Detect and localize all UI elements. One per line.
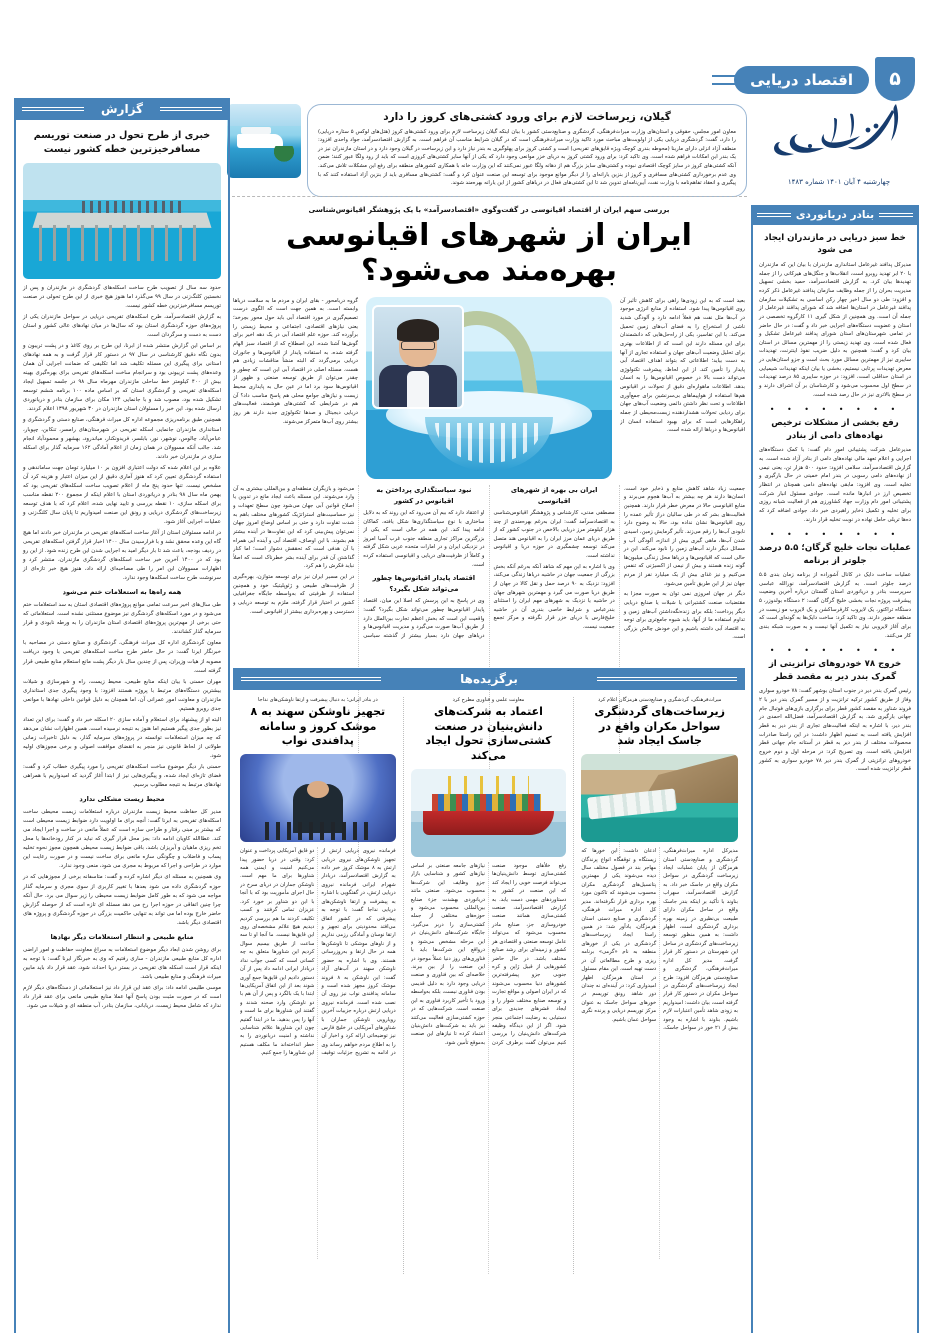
- highlight-card-navy[interactable]: [233, 697, 404, 1274]
- main-article-paragraph: مصطفی مدنی، کارشناس و پژوهشگر اقیانوس‌شناسی به اقتصادسرآمد گفت: ایران به‌رغم بهره‌مندی از چند هزار کیلومتر مرز دریایی بالاخص در جنوب کشور که از طریق دریای عمان مرز ایران را به اقیانوس هند متصل می‌کند توسعه چشمگیری در حوزه دریا و اقیانوس نداشته است.: [493, 509, 615, 560]
- header-rule-left: [757, 213, 791, 217]
- lead-story-photo: [227, 104, 301, 178]
- report-paragraph: معاون گردشگری اداره کل میراث فرهنگی، گردشگری و صنایع دستی در مصاحبه با خبرنگار ایرنا گفت: در حال حاضر طرح ساخت اسکله‌های تفریحی با وجود دریافت مصوبه از هیات وزیران، پس از چندین سال بار دیگر پشت مانع استعلام منابع طبیعی قرار گرفته است.: [23, 640, 221, 674]
- highlight-body: مدیرکل اداره میراث‌فرهنگی، گردشگری و صنایع‌دستی استان هرمزگان از پایان عملیات ایجاد زیرساخت گردشگری در سواحل مکران واقع در جاسک خبر داد. به گزارش اقتصادسرآمد، سهراب بناوند با تأکید بر اینکه بندر جاسک واقع در ساحل مکران دارای طبیعت بی‌نظیری در زمینه بهره برداری گردشگری است، اظهار داشت: به همین منظور توسعه زیرساخت‌های گردشگری در ساحل این شهرستان در دستور کار قرار گرفت. مدیر کل اداره میراث‌فرهنگی، گردشگری و صنایع‌دستی هرمزگان افزود: طرح ایجاد زیرساخت‌های گردشگری در سواحل مکران در دستور کار قرار گرفته است، بیان داشت: امیدواریم به زودی شاهد تأمین اعتبارات لازم باشیم. بناوند با اشاره به وجود بیش از ۲۱ خور در سواحل جاسک، اذعان داشت: این خورها که زیستگاه و توقفگاه انواع پرندگان مهاجر بند در فصول مختلف سال دیده می‌شوند یکی از مهمترین پتانسیل‌های گردشگری مکران محسوب می‌شوند که تاکنون مورد بهره برداری قرار نگرفته‌اند. مدیر کل اداره میراث فرهنگی، گردشگری و صنایع دستی استان هرمزگان، یادآور شد: در همین راستا ایجاد زیرساخت‌های گردشگری در یکی از خورهای منطقه به نام «گرمی» برنامه ریزی و طرح مطالعاتی آن در دست تهیه است. این مقام مسئول در استان هرمزگان، اظهار امیدواری کرد: در آینده‌ای نه چندان دور شاهد رونق توریسم در خورهای سواحل جاسک به عنوان مرکز توریسم دریایی و پرنده نگری سواحل عمان باشیم.: [581, 848, 738, 1032]
- sidebar-item-title: عملیات نجات خلیج گرگان؛ ۵.۵ درصد جلوتر از برنامه: [759, 543, 911, 566]
- report-paragraph: حدود سه سال از تصویب طرح ساخت اسکله‌های گردشگری در مازندران و پس از نخستین کلنگ‌زنی در سال ۹۹ می‌گذرد اما هنوز هیچ خبری از این طرح تحولی در صنعت توریسم مسافرخیزترین خطه کشور نیست.: [23, 284, 221, 309]
- issue-date-line: چهارشنبه ۴ آبان ۱۴۰۱ شماره ۱۴۸۳: [787, 178, 891, 186]
- interviewee-portrait: [372, 305, 464, 409]
- sidebar-item-3: [759, 658, 911, 773]
- report-subheading: منابع طبیعی و انتظار استعلامات دیگر نهادها: [50, 932, 194, 941]
- newspaper-logo: [759, 96, 919, 186]
- main-article-paragraph: او اعتقاد دارد که بیم آن می‌رود که این روند که به دلایل ساختاری با نوع سیاستگذاری‌ها شکل یافته، کماکان ادامه پیدا کند. این همه در حالی است که یکی از بزرگترین مراکز تجاری منطقه جنوب غرب آسیا امروز در نزدیکی ایران و در امارات متحده عربی شکل گرفته و کاملاً از ظرفیت‌های دریایی و اقیانوسی استفاده کرده است.: [363, 509, 485, 568]
- highlight-kicker: معاونت علمی و فناوری مطرح کرد: [452, 697, 525, 703]
- report-card: [14, 120, 230, 1333]
- report-title: خبری از طرح تحول در صنعت توریسم مسافرخیزترین خطه کشور نیست: [33, 130, 211, 155]
- sidebar-item-body: مدیرعامل شرکت پشتیبانی امور دام گفت: با کمک دستگاه‌های اجرایی و اعلام تعهد مالی نهاده‌های دامی از بنادر آزاد شده است. به گزارش اقتصادسرآمد، سلامی افزود: حدود ۵۰۰ هزار تن، یعنی نیمی از نهاده‌های دامی رسوبی در بندر امام خمینی در حال بارگیری و تخلیه است. وی افزود: مابقی نهاده‌های دامی همچنان در انتظار تخصیص ارز در انبارها مانده است. جوادی مسئول انبار شرکت پشتیبانی امور دام وزارت جهاد کشاورزی هم از فعالیت شبانه روزی برای تخلیه و تکمیل ذخایر راهبردی خبر داد. جوادی اضافه کرد که ده‌ها تریلی حامل نهاده در نوبت تخلیه قرار دارند.: [759, 447, 911, 523]
- sidebar-item-body: رئیس گمرک بندر دیر در جنوب استان بوشهر گفت: ۷۸ خودرو سواری وفاز از طریق کشور ترکیه ترانزیت و از مسیر گمرک بندر دیر با ۲ فروند شناور به مقصد کشور قطر برای برگزاری بازی‌های فوتبال جام جهانی بارگیری شد. به گزارش اقتصادسرآمد، فضل‌الله احمدی در بندر دیر، با اشاره به اینکه فعالیت‌های تجاری از بندر دیر به قطر افزایش یافته است به تسنیم اظهار داشت: در این راستا صادرات محصولات مختلف از بندر دیر به قطر در آستانه جام جهانی قطر افزایش یافته است. وی تصریح کرد: در مرحله اول و دوم خروج خودروهای ترانزیتی از گمرک بندر دیر ۷۸ خودرو سواری به کشور قطر ترانزیت شده است.: [759, 688, 911, 773]
- sidebar-item-title: خروج ۷۸ خودروهای ترانزیتی از گمرک بندر دیر به مقصد قطر: [768, 659, 902, 682]
- sidebar-item-2: [759, 542, 911, 640]
- report-paragraph: در ادامه مسئولان استان از آغاز ساخت اسکله‌های تفریحی در مازندران خبر دادند اما هیچ گاه این وعده محقق نشد و با فرارسیدن سال ۱۴۰۰ اخبار قرار گرفتن اسکله‌های تفریحی در ردیف بودجه، باعث شد تا بار دیگر امید به اجرایی شدن این طرح زنده شود. از این رو بود که در ۱۴۰۰ آخرین خبر ساخت اسکله‌های گردشگری مازندران، منتشر کرد و اظهارات مسوولان این امر را طی مصاحبه‌ای ارائه داد، هنوز هیچ خبر تازه‌ای از سرنوشت طرح ساخت اسکله‌ها وجود ندارد.: [23, 530, 221, 582]
- report-paragraph: بر اساس این گزارش منتشر شده از ابرنا، این طرح بر روی کاغذ و در پشت تریبون و بدون نگاه دقیق کارشناسی در سال ۹۷ در دستور کار قرار گرفت و به همه نهادهای استانی برای پیگیری این مسئله تکلیف شد اما تکلیفی که ضمانت اجرایی آن همان وعده‌های پشت تریبونی بود و سرانجام ساخت اسکله‌های تفریحی برای بهره‌گیری بهینه بیش از ۴۰۰ کیلومتر خط ساحلی مازندران مهرماه سال ۹۸ در جلسه تسهیل ایجاد اسکله‌های تفریحی و گردشگری استان که بر اساس ماده ۱۰۰ برنامه ششم توسعه تشکیل شده بود، مصوب شد و با جانمایی ۱۲۴ مکان برای سازمان بنادر و دریانوردی ارسال شده بود. این خبر را مسئولان استان مازندران در ۳۰ شهریور ۱۳۹۸ اعلام کردند.: [23, 343, 221, 413]
- report-paragraph: همچنین طبق برنامه‌ریزی مجموعه اداره کل میراث فرهنگی، صنایع دستی و گردشگری و استانداری مازندران جانمایی اسکله تفریحی در شهرستان‌های رامسر، تنکابن، چپوبار، عباس‌آباد، چالوس، نوشهر، نور، بابلسر، فریدونکنار، میاندرود، بهشهر و محمودآباد انجام شد. جالب آنکه مسوولان در همان زمان از اعلام آمادگی ۱۶۲ سرمایه گذار برای اسکله سازی در مازندران خبر دادند.: [23, 417, 221, 460]
- sidebar-item-1: [759, 417, 911, 524]
- header-rule-right: [160, 107, 222, 111]
- report-section-header: [14, 98, 230, 120]
- sidebar-item-0: [759, 232, 911, 399]
- highlight-title: اعتماد به شرکت‌های دانش‌بنیان در صنعت کشتی‌سازی تحول ایجاد می‌کند: [425, 705, 552, 763]
- dot-divider: • • • • • • • •: [769, 646, 901, 656]
- highlight-photo-container-ship: [411, 769, 567, 857]
- highlight-title: تجهیز ناوشکن سهند به ۸ موشک کروز و سامانه پدافندی نواب: [250, 705, 386, 748]
- header-rule-right: [597, 677, 737, 681]
- report-paragraph: وی همچنین به مسئله ای دیگر اشاره کرده و گفت: متاسفانه برخی از مجوزهایی که در حوزه گردشگری داده می شود بعدها با تغییر کاربری از سوی مجری و سرمایه گذار مواجه می شود که به طور کامل ضوابط زیست محیطی را زیر سوال می برد. حال آنکه چرا چنین اتفاقی در حوزه اجرا رخ می دهد مسئله ای تازه است که از حوصله گزارش حاضر خارج بوده اما می تواند به تنهایی حاکمیت بزرگی در حوزه گردشگری و پروژه های اقتصادی دیگر باشد.: [23, 874, 221, 926]
- highlight-body: فرمانده نیروی دریایی ارتش از تجهیز ناوشکن‌های نیروی دریایی ارتش به ۸ موشک کروز خبر داده به گزارش اقتصادسرآمد، دریادار شهرام ایرانی فرمانده نیروی دریایی ارتش، در گفتگویی با اشاره به پیشرفت و ارتقا ناوشکن‌های دریایی نداجا گفت: با توجه به پیشرفتی که در کشور اتفاق می‌افتد محدودیتی برای تجهیز و ارتقا نوسان و آمادگی رزمی نداریم و از ناوهای موشکی تا ناوشکن‌ها همه در حال ارتقا و به‌روزرسانی هستند. وی با اشاره به حضور ناوشکن سهند در آب‌های آزاد گفت: این ناوشکن به ۸ فروند موشک کروز مجهز شده است و سامانه پدافندی نواب نیز روی آن نصب شده است. فرمانده نیروی دریایی ارتش درباره جزییات آخرین رویارویی ناوشکن جماران با شناورهای آمریکایی در خلیج فارس نیز توضیحاتی ارائه کرد و اخبار آن را به اطلاع مردم خواهم رساند وی در ادامه به تشریح جزئیات توقیف دو قایق آمریکایی پرداخت و عنوان کرد: وقتی در دریا حضور پیدا می‌کنیم امنیت و ایمنی همه شناورها برای ما مهم است. ناوشکن جماران در دریای سرخ در حال اجرای مأموریت بود که با آنجا با این دو شناور بر خورد کرد. عزیزان تماس گرفتند و کسب تکلیف کردند ما هم بررسی کردیم دیدیم هیچ علائم مشخصه‌ای روی این قایق‌ها نیست. ما آنجا او تا سه ساعت از طریق بیسیم سوال کردیم این شناورها متعلق به چه کسانی است که کسی جواب نداد دریادار ایرانی ادامه داد پس از آن دستور دادیم این قایق‌ها جمع آوری شوند بعد از این اتفاق آمریکایی‌ها ابتدا با یک بالگرد و پس از آن هم با دو ناوشکن وارد صحنه شدند و گفتند این شناورها برای ما است و آنها را پس بدهید. ما در ابتدا گفتیم چون این شناورها علائم شناسایی نداشته و امنیت دریانوردی را به خطر انداخته‌اند ما مکلف هستیم این شناورها را جمع کنیم.: [240, 848, 396, 1057]
- sidebar-section-label: بنادر دریانوردی: [795, 209, 875, 221]
- highlight-card-shipbuilding[interactable]: [404, 697, 575, 1274]
- highlight-photo-navy-press: [240, 754, 396, 842]
- sidebar-item-body: مدیرکل پدافند غیرعامل استانداری مازندران با بیان این که مازندران با ۲۰ ابر تهدید روبرو است، انقلاب‌ها و جنگل‌های هیرکانی را از جمله تهدیدها بیان کرد. به گزارش اقتصادسرآمد، حمید بخشی تسهیل مدیریت بحران را از جمله وظایف سازمان پدافند غیرعامل ذکر کرده و افزود: طی دو سال اخیر چهار رکن اساسی به تشکیلات سازمان پدافند غیرعامل در استان‌ها اضافه شد که شورای پدافند غیرعامل از جمله آن است. وی همچنین از شکل گیری ۱۱ کارگروه تخصصی در استان و عضویت دستگاه‌های اجرایی خبر داد و گفت: در حال حاضر در تمامی شهرستان‌های استان شورای پدافند غیرعامل تشکیل و فعال شده است. وی تهدید زیستی را از مهمترین مسائل در استان بیان کرد و گفت: همچنین به دلیل ضریب نفوذ اینترنت، تهدیدات سایبری نیز از مهمترین مسائل مورد بحث است و جزو استان‌هایی در معرض تهدیدات پرتابی نیستیم، بخشی یا بیان اینکه تهدیدات شیمیایی در استان حداقلی است، افزود: در حوزه سایبری ۸۵ درصد تهدیدات در سطح اول محسوب می‌شود و کارشناسان بر آن اشراف دارند و در سطح بالاتری نیز در حال رصد شده است.: [759, 261, 911, 398]
- report-paragraph: علاوه بر این اعلام شده که دولت اعتباری افزون بر ۱۰ میلیارد تومان جهت ساماندهی و استفاده گردشگری تعیین کرد که هنوز آماری دقیق از این میزان اعتبار و هزینه کرد آن مشخص نیست. تنها حدود پنج ماه از اعلام تصویب ساخت اسکله‌های تفریحی بود که بهمن ماه سال ۹۸ بنادر و دریانوردی استان با اعلام اینکه از مجموع ۲۰۰ نقطه مناسب برای اسکله سازی، ۱۰ نقطه بررسی و تایید نهایی شده، اعلام کرد که با هدف توسعه زیرساخت‌های گردشگری دریایی و رونق این صنعت امیدواریم تا پایان سال کلنگ‌زنی و عملیات اجرایی آغاز شود.: [23, 464, 221, 525]
- highlight-kicker: میراث‌فرهنگی، گردشگری و صنایع‌دستی هرمزگان اعلام کرد: [597, 697, 722, 703]
- main-article-subheading: نبود سیاستگذاری پرداختن به اقیانوس در کشور: [376, 485, 472, 505]
- highlight-card-makran[interactable]: [574, 697, 745, 1274]
- main-article-paragraph: جمعیت زیاد شاهد کاهش منابع و ذخایر خود است. انسان‌ها دارند هر چه بیشتر به آب‌ها هجوم می‌برند و منابع اقیانوسی حالا در معرض خطر قرار دارند. همچنین فعالیت‌های بشر که در طی سالیان دراز تأثیر عمده را روی اقیانوس‌ها نشان نداده بود، حالا به وضوح دارد نابودی آب‌ها را رقم می‌زند. تأثیر گرمایش زمین، اسیدی شدن آب‌ها، ماهی گیری بیش از اندازه، آلودگی آب و مسائل دیگر دارند آب‌های زمین را نابود می‌کند. این در حالی است که اقیانوس‌ها و دریاها محل زندگی میلیون‌ها گونه زنده هستند و بیش از نیمی از اکسیژنی که تنفس می‌کنیم و نیز غذای بیش از یک میلیارد نفر از مردم جهان نیز از این طریق تأمین می‌شود.: [623, 485, 745, 587]
- report-body: [23, 284, 221, 1011]
- report-column: [14, 98, 230, 1333]
- masthead-dashed-divider: [232, 196, 747, 197]
- lead-story-body: معاون امور مجلس، حقوقی و استان‌های وزارت میراث‌فرهنگی، گردشگری و صنایع‌دستی کشور با بیان اینکه گیلان زیرساخت لازم برای ورود کشتی‌های کروز (هتل‌های لوکس ۵ ستاره دریایی) را دارد، گفت: گردشگری دریایی یکی از اولویت‌های مباحث مورد تاکید وزارت میراث‌فرهنگی است که در گیلان شرایط مناسب آن فراهم است. به گزارش اقتصادسرآمد، جواد واحدی افزود: منطقه آزاد انزلی دارای مارینا (محوطه بندری کوچک ویژه قایق‌های تفریحی) است و کشتی کروز برای پهلوگیری به بندر نیاز دارد و این زیرساخت در گیلان وجود دارد و در استان مازندران نیز در یک بندر این امکانات فراهم شده است. وی تاکید کرد: برای ورود کشتی کروز به دریای خزر موانعی وجود دارد که یکی از آنها سایر کشتی‌های کروزی است که باید از رود ولگا عبور کنند؛ ضمن آنکه کشتی‌های کروز در سایز کوچک اقتصادی نبوده و کشتی‌های سایز بزرگ هم از دهانه ولگا عبور نمی‌کنند که این وزارت خانه با همکاری کشورهای منطقه برای رفع این مشکلات تلاش می‌کند. وی عدم برخورداری کشتی‌های مسافری و کروز از بنزین یارانه‌ای را از دیگر موانع موجود برای توسعه این صنعت عنوان کرد و گفت: کشتی‌های مسافری باید از بنزین آزاد استفاده کنند که با پیگیری و انعقاد تفاهم‌نامه با وزارت نفت، آیین‌نامه‌ای تدوین شد تا این کشتی‌های فعال در دریاهای کشور از این یارانه بهره‌مند شوند.: [318, 128, 737, 187]
- report-paragraph: مدیر کل حفاظت محیط زیست مازندران درباره استعلامات زیست محیطی ساخت اسکله‌های تفریحی به ابرنا گفت: آنچه برای ما اولویت دارد ضوابط زیست محیطی است که بیشتر بر مبنی رفتار و طراحی سازه است که عملاً مانعی در ساخت و اجرا ایجاد می کند. عطاالله کاویان ادامه داد: بجز محل قرار گیری که نباید در کنار رودخانه‌ها یا محل تخم ریزی ماهیان و آبریزان باشد، باقی ضوابط زیست محیطی همچون مجوز نحوه تخلیه پساب و فاضلاب و چگونگی سازه مانعی برای ساخت نیست و در صورت رعایت این موارد در طراحی و اجرا که مربوط به مجری می شود، منعی وجود ندارد.: [23, 809, 221, 870]
- masthead-rule: [712, 75, 747, 85]
- dot-divider: • • • • • • • •: [769, 530, 901, 540]
- main-article-paragraph: دیگر در جهان امروزی نمی توان به صورت مجزا به مقتضیات صنعت کشتیرانی یا شیلات یا صنایع دریایی دیگر پرداخت؛ بلکه برای زنده‌نگه‌داشتن آب‌های زمین و تداوم استفاده ما از آنها، باید شیوه جامع‌تری برای توجه به اقتصاد آبی داشته باشیم و این خودش چالش بزرگی است.: [623, 591, 745, 641]
- header-rule-right: [879, 213, 913, 217]
- sidebar-item-title: رفع بخشی از مشکلات ترخیص نهاده‌های دامی از بنادر: [771, 418, 899, 441]
- page-number-badge: ۵: [875, 57, 915, 101]
- main-article-lead-left: بعید است که به این زودی‌ها راهی برای کاهش تأثیر آن روی اقیانوس‌ها پیدا شود. استفاده از منابع انرژی موجود در آب‌ها مثل نفت هم فعلاً ادامه دارد و آلودگی شدید ناشی از استخراج را به فضای آب‌های زمین تحمیل می‌کند. با این تفاسیر، یکی از راه‌حل‌هایی که دانشمندان برای این مسئله دارند این است که از اطلاعات بهتری برای تحلیل وضعیت آب‌های جهان و استفاده تجاری از آنها به دست بیاید؛ اطلاعاتی که بتواند اهداف اقتصاد آبی پایدار را تأمین کند. از این لحاظ، پیشرفت تکنولوژی می‌تواند دست بالا در خصوص اقیانوس‌ها را به انسان بدهد. اطلاعات ماهواره‌ای دقیق از تحولات در اقیانوس هم‌ها استفاده از هواپیماهای بی‌سرنشین برای جمع‌آوری اطلاعات و تحت نظر داشتن دائمی وضعیت آب‌های جهان برای ردیابی تحولات هشداردهنده زیست‌محیطی از جمله راهکارهایی است که برای بهبود استفاده انسان از اقیانوس‌ها و دریاها ارائه شده است.: [620, 297, 745, 434]
- sidebar-card: [751, 225, 919, 1333]
- highlight-photo-makran-coast: [581, 754, 738, 842]
- dot-divider: • • • • • • • •: [769, 405, 901, 415]
- report-section-label: گزارش: [100, 102, 144, 116]
- report-paragraph: موسی طلیمی ادامه داد: برای عقد این قرار داد نیز استعلاماتی از دستگاه‌های دیگر لازم است که در صورت مثبت بودن پاسخ آنها عملا منابع طبیعی مانعی برای عقد قرار داد ندارد که شامل محیط زیست، دریابانی، سازمان بنادر، آب منطقه ای و شیلات می شود.: [23, 984, 221, 1009]
- sidebar-column: [751, 205, 919, 1333]
- report-paragraph: طی سال‌های اخیر سرعت تمامی موانع پروژه‌های اقتصادی استان به سد استعلامات ختم می‌شود و در مورد اسکله‌های گردشگری نیز موضوع مستثنی نشده است. استعلاماتی که حتی برخی از مهم‌ترین پروژه‌های اقتصادی استان مازندران را به ورطه نابودی و قرار سرمایه گذار کشاندند.: [23, 602, 221, 636]
- highlights-header: [233, 668, 745, 690]
- report-subheading: محیط زیست مشکلی ندارد: [79, 795, 165, 804]
- report-photo-pier: [23, 163, 221, 279]
- sidebar-item-title: خط سبز دریایی در مازندران ایجاد می شود: [764, 233, 906, 256]
- report-paragraph: مهران حسنی با بیان اینکه منابع طبیعی، محیط زیست، راه و شهرسازی و شیلات بیشترین دستگاه‌های مرتبط با پروژه هستند افزود: با وجود پیگیری جدی استانداری مازندران و معاونت امور عمرانی آن، اما همچنان به دلیل قوانین داخلی نهادها با موانعی جدی روبرو هستیم.: [23, 678, 221, 712]
- sidebar-section-header: [751, 205, 919, 225]
- report-paragraph: حسنی بار دیگر موضوع ساخت اسکله‌های تفریحی را مورد پیگیری خطاب کرد و گفت: فضای تازه‌ای ایجاد شده، و پیگیری‌هایی نیز از ابتدا آغاز گردید که امیدواریم با همراهی نهادهای مرتبط به نتیجه مطلوب برسیم.: [23, 764, 221, 789]
- lead-story-box: [307, 104, 747, 197]
- main-article-paragraph: وی با اشاره به این مهم که شاهد آنکه به‌رغم آنکه بخش بزرگی از جمعیت جهان در حاشیه دریاها زندگی می‌کند، افزود: نزدیک به ۹۰ درصد حمل و نقل کالا در جهان از طریق دریا صورت می گیرد و مهمترین شهرهای جهان در حاشیه یا نزدیک به شهرهای مهم ایران را استثنای بندرعباس و شرایط خاصی بندری آن در حاشیه خلیج‌فارس یا دریای خزر قرار نگرفته و مرکز تجمع جمعیت نیست.: [493, 563, 615, 631]
- highlight-body: رفع خلأهای موجود صنعت کشتی‌سازی توسط دانش‌بنیان‌ها می‌تواند فرصت خوبی را ایجاد کند که این صنعت در کشور به دستاوردهای مهمی دست یابد. به گزارش اقتصادسرآمد، صنعت کشتی‌سازی همانند صنعت خودروسازی جز، صنایع مادر محسوب می‌شود که می‌تواند عامل توسعه صنعتی و اقتصادی هر کشور و زمینه‌ای برای رشد صنایع مختلف باشد. در حال حاضر کشورهایی از قبیل ژاپن و کره جنوبی جزو پیشرفته‌ترین کشورهای دنیا محسوب می‌شوند که در ایران اصولی و مواقع تجارت و توسعه صنایع مختلف شوار را و ایجاد قشرهای جدیدی برای دستیابی به رضایت اجتماعی منجر شود. اگر از این دیدگاه وظیفه شرکت‌های دانش‌بنیان را بررسی کنیم می‌توان گفت برطرف کردن نیازهای جامعه صنعتی بر اساس نیاز‌های کشور و شناسایی بازار جزو وظایف این شرکت‌ها محسوب می‌شود. صنعتی مانند دریانوردی بهشدت جزء صنایع بین‌المللی محسوب می‌شود و حوزه‌های مختلفی از جمله کشتی‌سازی را دربر می‌گیرد. جایگاه شرکت‌های دانش‌بنیان در این مرحله مشخص می‌شود و درواقع این شرکت‌ها باید با فناوری‌های روز دنیا عملاً موجود در این صنعت را از بین ببرند. خلاصه‌ای که بین فناوری و صنعت دریایی وجود دارد به دلیل قدیمی بودن فناوری نیست، بلکه به‌واسطه ورود با تأخیر کاربرد فناوری به این صنعت است. شرکت‌هایی که در حوزه کشتی‌سازی فعالیت می‌کنند نیز باید به شرکت‌های دانش‌بنیان اعتماد کرده تا نیازهای این صنعت به‌موقع تأمین شود.: [410, 862, 567, 1046]
- section-title-pill: اقتصاد دریایی: [734, 66, 869, 94]
- highlight-title: زیرساخت‌های گردشگری سواحل مکران واقع در جاسک ایجاد شد: [594, 705, 725, 748]
- report-paragraph: به گزارش اقتصادسرآمد، طرح اسکله‌های تفریحی دریایی در سواحل مازندران یکی از پروژه‌های حوزه گردشگری استان بود که سال‌ها در میان نهادهای عالی کشور و استان دست به دست و سرگردان است.: [23, 313, 221, 339]
- logo-wordmark-icon: [764, 96, 914, 176]
- main-article-lead-right: گروه دریامحور - بقای ایران و مردم ما به سلامت دریاها وابسته است. به همین جهت است که الگوی درست تصمیم‌گیری در مورد اقتصاد آبی باید حول محور بچرخد؛ یعنی نیازهای اقتصادی، اجتماعی و محیط زیستی را برآورده کند. حوزه علم اقتصاد آبی در یک دهه اخیر برای گوش‌ها آشنا شده. این اصطلاح که از اقتصاد سبز الهام گرفته شده، به استفاده پایدار از اقیانوس‌ها و جانوران دریایی برمی‌گردد که البته منشأ مناقشات زیادی هم هست. مسئله اصلی در اقتصاد آبی این است که چطور و چقدر می‌توان از طریق توسعه صنعتی و ظهور از اقیانوس‌ها سود برد اما در عین حال به پایداری محیط زیست و نیازهای جوامع محلی هم پاسخ مناسب داد؟ آن هم در شرایطی که کشتی‌های هوشمند، فعالیت‌های دریایی دیجیتال و صدها تکنولوژی جدید دارند هر روز بیشتر روی آب‌ها متمرکز می‌شوند.: [233, 297, 358, 425]
- report-paragraph: البته او از پیشنهاد برای استعلام و آماده سازی ۲۰ اسکله خبر داد و گفت: برای این تعداد نیز بطور جدی پیگیر هستیم اما هنوز به نتیجه نرسیده است. همین اظهارات نشان می‌دهد که چه میزان استعلامات توانسته در پروژه‌های سرمایه گذار، به دلیل تاخیرات زمانی طولانی از لحاظ قانونی نیز منجر به انقضای موافقت اصولی و برخی مجوزهای اولیه شود.: [23, 716, 221, 759]
- main-article-subheading: اقتصاد پایدار اقیانوس‌ها چطور می‌تواند شکل بگیرد؟: [372, 574, 476, 594]
- sidebar-item-body: عملیات ساخت دایک در کانال آشوراده از برنامه زمان بندی ۵.۵ درصد جلوتر است. به گزارش اقتصادسرآمد، نورالله عباسی سرپرست بنادر و دریانوردی استان گلستان درباره آخرین وضعیت پیشرفت پروژه نجات بخشی خلیج گرگان گفت: ۲ دستگاه بولدوزر، ۵ دستگاه تراکتور، یک لایروب کارفرساکشن و یک لایروب مو زیست در منطقه حضور دارند. وی تاکید کرد: ساخت دایک‌ها به گونه‌ای است که برای آغاز لایروبی نیاز به تکمیل آنها نیست و به صورت شبکه بندی کار می‌کنند.: [759, 572, 911, 639]
- report-subheading: همه راه‌ها به استعلامات ختم می‌شود: [62, 588, 182, 597]
- highlights-grid: [233, 697, 745, 1274]
- highlights-label: برگزیده‌ها: [460, 672, 518, 686]
- main-article-hero-image: [366, 297, 612, 479]
- header-rule-left: [22, 107, 84, 111]
- highlights-section: [233, 668, 745, 1274]
- main-article-headline: ایران از شهرهای اقیانوسی بهره‌مند می‌شود؟: [286, 218, 692, 289]
- main-article-paragraph: در این مسیر ایران نیز برای توسعه متوازن، بهره‌گیری از ظرفیت‌های طبیعی و ژئوپلیتیک خود و همچنین استفاده از ظرفیتی که به‌واسطه جایگاه جغرافیایی کشور در اختیار قرار گرفته، ملزم به توسعه دریایی و دسترسی و بهره‌برداری بیشتر از اقیانوس است.: [233, 574, 355, 615]
- main-article-kicker: بررسی سهم ایران از اقتصاد اقیانوسی در گفت‌وگوی «اقتصادسرآمد» با یک پژوهشگر اقیانوس‌شناسی: [308, 205, 670, 214]
- main-article-paragraph: وی در پاسخ به این پرسش که اصلا این میان، اقتصاد پایدار اقیانوس‌ها چطور می‌تواند شکل بگیرد؟ گفت: واقعیت این است که بخش اعظم تجارت بین‌الملل دارد از طریق آب‌ها صورت می‌گیرد و مدیریت اقیانوس‌ها و دریاهای جهان دارد بسیار بیشتر از گذشته سیاسی می‌شود و بازیگران منطقه‌ای و بین‌المللی بیشتری به آن وارد می‌شوند. این مسئله باعث ایجاد مانع در تدوین یا اصلاح قوانین آبی جهان می‌شود چون سطح تعهدات و نیز حساسیت‌های استراتژیک کشورهای مختلف باهم به شدت تفاوت دارد و حتی بر اساس اوضاع امروز جهان نمی‌توان پیش‌بینی کرد که این تفاوت‌ها در آینده بیشتر هم بشوند. با این اوصاف، اقتصاد آبی و آینده آبی همراه با آن هدفی است که تحققش دشوار است؛ اما کنار گذاشتن آن قدر برای آینده بشر خطرناک است که اصلاً نباید فکرش را هم کرد.: [233, 485, 485, 639]
- lead-story-title: گیلان، زیرساخت لازم برای ورود کشتی‌های کروز را دارد: [383, 111, 671, 123]
- report-paragraph: برای روشن شدن ابعاد دیگر موضوع استعلامات به سراغ معاونت حفاظت و امور اراضی اداره کل منابع طبیعی مازندران - ساری رفتیم که وی به خبرنگار ایرنا گفت: با توجه به اینکه قرار است اسکله های تفریحی در بستر دریا احداث شود، عقد قرار داد باید مابین میراث فرهنگی و منابع طبیعی باشد.: [23, 946, 221, 980]
- highlight-kicker: در بنادر ایرانی؛ به دنبال پیشرفت و ارتقا ناوشکن‌های نداجا: [257, 697, 378, 703]
- header-rule-left: [241, 677, 381, 681]
- main-article-top-flow: [233, 297, 745, 479]
- main-article-subheading: ایران بی بهره از شهرهای اقیانوسی: [510, 485, 598, 505]
